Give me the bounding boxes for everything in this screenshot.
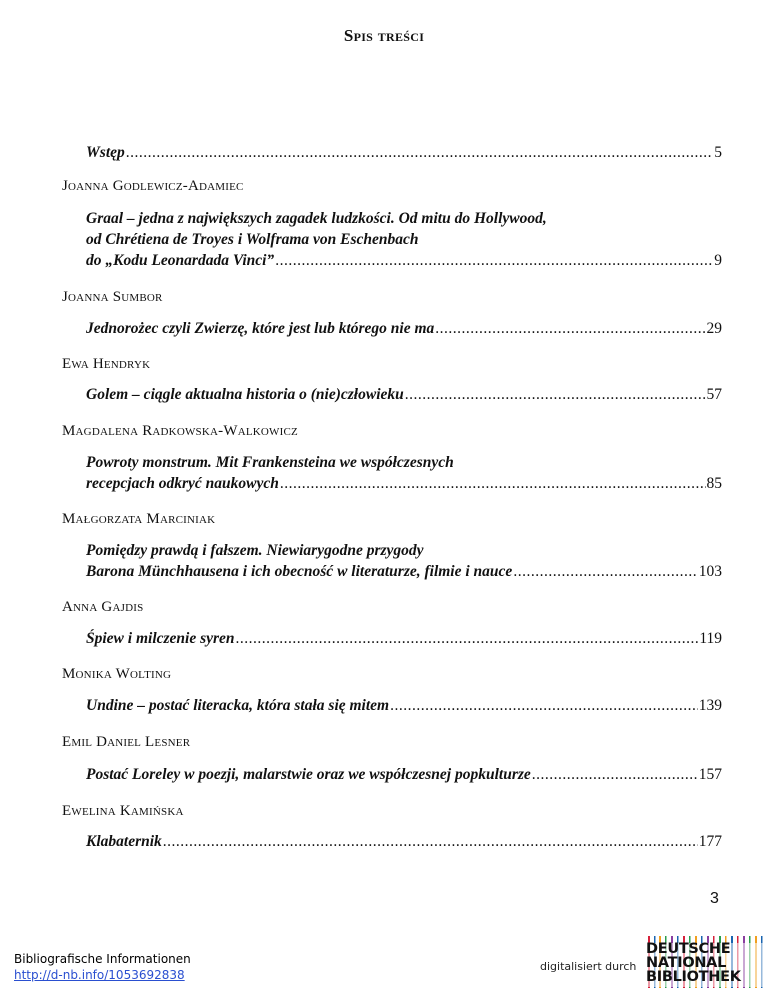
leader-dots	[532, 764, 698, 785]
entry-title: Undine – postać literacka, która stała się mitem	[86, 697, 390, 714]
entry-page: 5	[714, 144, 722, 161]
toc-entry-9	[86, 831, 722, 852]
entry-page: 85	[706, 475, 722, 492]
leader-dots	[435, 318, 705, 339]
entry-page: 57	[706, 386, 722, 403]
toc-entry-7	[86, 695, 722, 716]
leader-dots	[163, 831, 698, 852]
toc-author-8: Emil Daniel Lesner	[62, 734, 191, 750]
toc-entry-6	[86, 628, 722, 649]
entry-page: 139	[698, 697, 722, 714]
entry-title-line: Barona Münchhausena i ich obecność w literaturze, filmie i nauce	[86, 563, 513, 580]
entry-title: Jednorożec czyli Zwierzę, które jest lub którego nie ma	[86, 320, 435, 337]
toc-author-9: Ewelina Kamińska	[62, 803, 184, 819]
biblio-label: Bibliografische Informationen	[14, 952, 191, 966]
leader-dots	[236, 628, 699, 649]
entry-title: Golem – ciągle aktualna historia o (nie)człowieku	[86, 386, 404, 403]
toc-author-5: Małgorzata Marciniak	[62, 511, 216, 527]
leader-dots	[126, 142, 714, 163]
toc-entry-8	[86, 764, 722, 785]
entry-page: 157	[698, 766, 722, 783]
entry-title: Klabaternik	[86, 833, 162, 850]
entry-title: Postać Loreley w poezji, malarstwie oraz we współczesnej popkulturze	[86, 766, 531, 783]
page-title: Spis treści	[343, 26, 425, 45]
toc-author-2: Joanna Sumbor	[62, 289, 163, 305]
leader-dots	[405, 384, 706, 405]
toc-entry-1	[86, 208, 722, 271]
entry-page: 177	[698, 833, 722, 850]
toc-entry-5	[86, 540, 722, 582]
entry-page: 29	[706, 320, 722, 337]
bibliographic-info	[14, 951, 191, 983]
entry-page: 119	[699, 630, 722, 647]
dnb-logo	[646, 936, 764, 988]
entry-title-line: recepcjach odkryć naukowych	[86, 475, 279, 492]
toc-entry-4	[86, 452, 722, 494]
page-number: 3	[710, 890, 719, 907]
entry-page: 103	[698, 563, 722, 580]
toc-author-7: Monika Wolting	[62, 666, 172, 682]
entry-title-line: do „Kodu Leonardada Vinci”	[86, 252, 275, 269]
digitalized-by-label: digitalisiert durch	[540, 960, 637, 973]
entry-title: Wstęp	[86, 144, 125, 161]
toc-author-3: Ewa Hendryk	[62, 356, 151, 372]
toc-entry-0	[86, 142, 722, 163]
leader-dots	[513, 561, 697, 582]
entry-title-line: Graal – jedna z największych zagadek ludzkości. Od mitu do Hollywood,	[86, 210, 547, 227]
toc-author-4: Magdalena Radkowska-Walkowicz	[62, 423, 298, 439]
dnb-wordmark	[646, 942, 741, 984]
toc-entry-3	[86, 384, 722, 405]
biblio-link[interactable]: http://d-nb.info/1053692838	[14, 968, 185, 982]
leader-dots	[390, 695, 698, 716]
toc-author-1: Joanna Godlewicz-Adamiec	[62, 178, 244, 194]
entry-page: 9	[714, 252, 722, 269]
dnb-line: BIBLIOTHEK	[646, 969, 741, 985]
leader-dots	[275, 250, 713, 271]
leader-dots	[280, 473, 706, 494]
dnb-line: DEUTSCHE	[646, 941, 731, 957]
toc-author-6: Anna Gajdis	[62, 599, 144, 615]
entry-title-line: od Chrétiena de Troyes i Wolframa von Eschenbach	[86, 231, 419, 248]
entry-title-line: Pomiędzy prawdą i fałszem. Niewiarygodne przygody	[86, 542, 424, 559]
toc-entry-2	[86, 318, 722, 339]
entry-title-line: Powroty monstrum. Mit Frankensteina we współczesnych	[86, 454, 454, 471]
dnb-line: NATIONAL	[646, 955, 727, 971]
entry-title: Śpiew i milczenie syren	[86, 630, 235, 647]
